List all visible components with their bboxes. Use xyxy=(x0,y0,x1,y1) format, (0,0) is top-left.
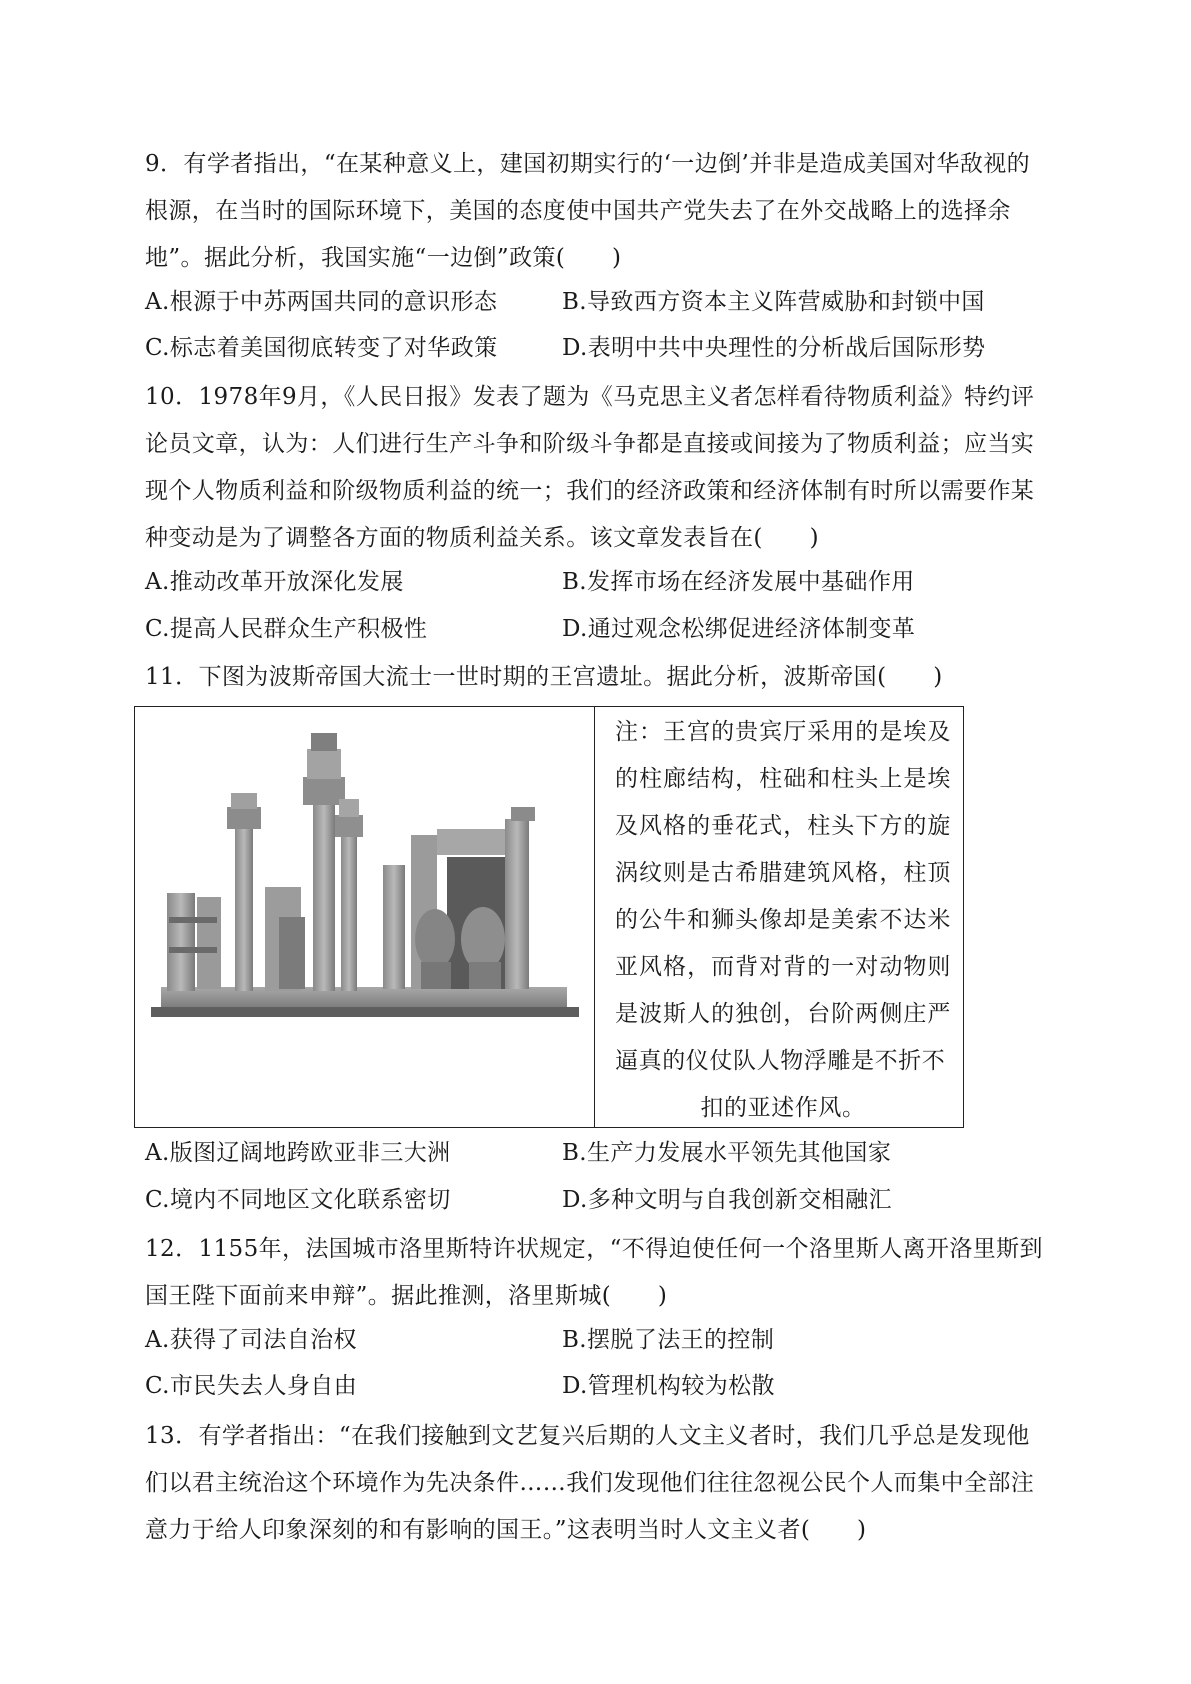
question-11-option-c: C.境内不同地区文化联系密切 xyxy=(145,1187,451,1213)
question-11-stem: 11．下图为波斯帝国大流士一世时期的王宫遗址。据此分析，波斯帝国( ) xyxy=(145,664,943,690)
question-13-stem: 13．有学者指出：“在我们接触到文艺复兴后期的人文主义者时，我们几乎总是发现他们以君主统治这个环境作为先决条件……我们发现他们往往忽视公民个人而集中全部注意力于给人印象深刻的和有影响的国王。”这表明当时人文主义者( ) xyxy=(145,1423,1035,1543)
question-11-note xyxy=(597,707,963,1127)
question-12-stem: 12．1155年，法国城市洛里斯特许状规定，“不得迫使任何一个洛里斯人离开洛里斯到国王陛下面前来申辩”。据此推测，洛里斯城( ) xyxy=(145,1236,1043,1309)
palace-ruins-photo xyxy=(135,707,595,1127)
note-text: 注：王宫的贵宾厅采用的是埃及的柱廊结构，柱础和柱头上是埃及风格的垂花式，柱头下方的旋涡纹则是古希腊建筑风格，柱顶的公牛和狮头像却是美索不达米亚风格，而背对背的一对动物则是波斯人的独创，台阶两侧庄严逼真的仪仗队人物浮雕是不折不 xyxy=(615,719,951,1074)
question-9-option-b: B.导致西方资本主义阵营威胁和封锁中国 xyxy=(562,289,985,315)
question-11-option-a: A.版图辽阔地跨欧亚非三大洲 xyxy=(145,1140,451,1166)
question-10-option-c: C.提高人民群众生产积极性 xyxy=(145,616,428,642)
note-last-line: 扣的亚述作风。 xyxy=(700,1095,866,1121)
question-10-option-b: B.发挥市场在经济发展中基础作用 xyxy=(562,569,915,595)
question-9-option-c: C.标志着美国彻底转变了对华政策 xyxy=(145,335,498,361)
question-10-option-a: A.推动改革开放深化发展 xyxy=(145,569,404,595)
question-11-option-b: B.生产力发展水平领先其他国家 xyxy=(562,1140,892,1166)
question-10-stem: 10．1978年9月，《人民日报》发表了题为《马克思主义者怎样看待物质利益》特约评论员文章，认为：人们进行生产斗争和阶级斗争都是直接或间接为了物质利益；应当实现个人物质利益和阶级物质利益的统一；我们的经济政策和经济体制有时所以需要作某种变动是为了调整各方面的物质利益关系。该文章发表旨在( ) xyxy=(145,384,1035,551)
question-11-figure xyxy=(134,706,964,1128)
question-11-option-d: D.多种文明与自我创新交相融汇 xyxy=(562,1187,892,1213)
question-10-option-d: D.通过观念松绑促进经济体制变革 xyxy=(562,616,916,642)
question-9-option-a: A.根源于中苏两国共同的意识形态 xyxy=(145,289,498,315)
question-12-option-a: A.获得了司法自治权 xyxy=(145,1327,357,1353)
question-9-stem: 9．有学者指出，“在某种意义上，建国初期实行的‘一边倒’并非是造成美国对华敌视的根源，在当时的国际环境下，美国的态度使中国共产党失去了在外交战略上的选择余地”。据此分析，我国实施“一边倒”政策( ) xyxy=(145,151,1031,271)
question-12-option-b: B.摆脱了法王的控制 xyxy=(562,1327,775,1353)
question-12-option-c: C.市民失去人身自由 xyxy=(145,1373,358,1399)
palace-ruins-illustration xyxy=(135,707,593,1127)
question-9-option-d: D.表明中共中央理性的分析战后国际形势 xyxy=(562,335,986,361)
question-12-option-d: D.管理机构较为松散 xyxy=(562,1373,775,1399)
